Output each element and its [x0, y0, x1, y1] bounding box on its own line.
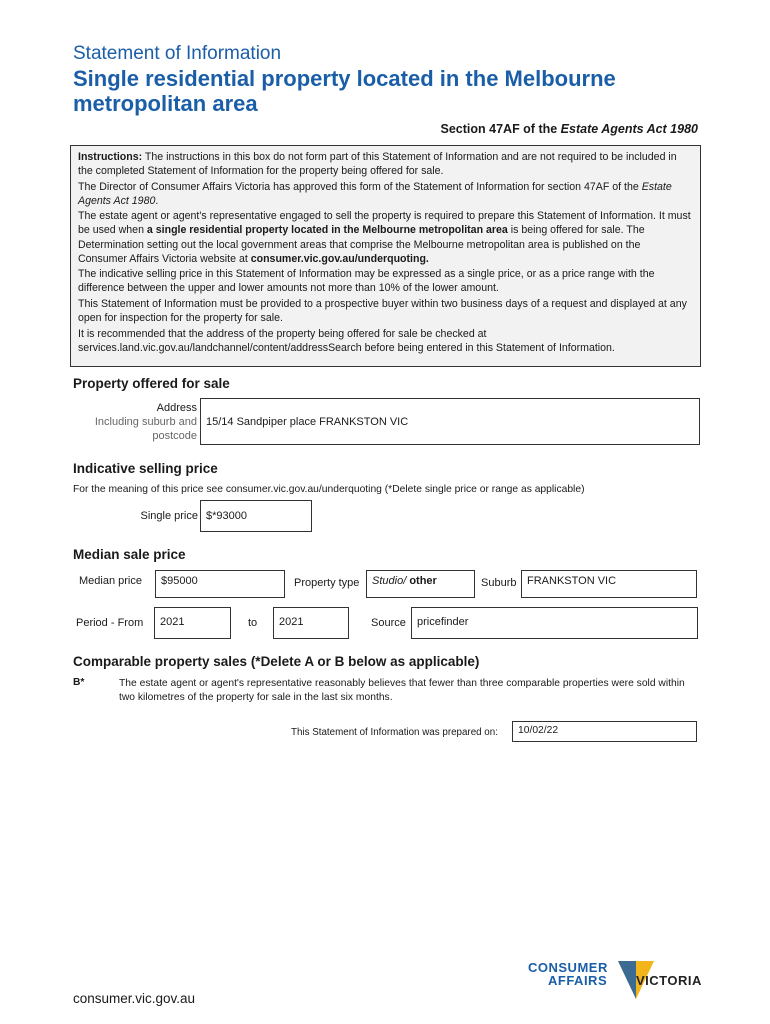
median-price-field[interactable]: $95000 — [155, 570, 285, 598]
logo-line-consumer: CONSUMER — [528, 960, 608, 975]
instructions-p2: The Director of Consumer Affairs Victoria has approved this form of the Statement of Information for section 47AF of the — [78, 180, 642, 193]
property-heading: Property offered for sale — [73, 376, 230, 391]
section-reference — [441, 122, 698, 136]
indicative-note: For the meaning of this price see consumer.vic.gov.au/underquoting (*Delete single price or range as applicable) — [73, 484, 585, 495]
to-label: to — [248, 617, 258, 629]
median-price-label: Median price — [73, 570, 156, 598]
option-b-label: B* — [73, 677, 85, 688]
address-label-group — [95, 401, 197, 443]
indicative-heading: Indicative selling price — [73, 461, 218, 476]
option-b-text: The estate agent or agent's representative reasonably believes that fewer than three comparable properties were sold within two kilometres of the property for sale in the last six months. — [119, 678, 685, 703]
address-label: Address — [156, 402, 197, 414]
comparable-heading: Comparable property sales (*Delete A or B below as applicable) — [73, 654, 480, 669]
underquoting-link[interactable]: consumer.vic.gov.au/underquoting. — [250, 252, 429, 265]
median-heading: Median sale price — [73, 547, 186, 562]
suburb-field[interactable]: FRANKSTON VIC — [521, 570, 697, 598]
single-price-label: Single price — [140, 510, 198, 522]
instructions-p5: This Statement of Information must be provided to a prospective buyer within two business days of a request and displayed at any open for inspection for the property for sale. — [78, 297, 687, 325]
address-field[interactable]: 15/14 Sandpiper place FRANKSTON VIC — [200, 398, 700, 445]
instructions-heading: Instructions: — [78, 151, 143, 163]
instructions-p6: It is recommended that the address of the property being offered for sale be checked at services.land.vic.gov.au/landchannel/content/addressSearch before being entered in this Statement of Information. — [78, 327, 615, 354]
property-type-other: other — [409, 575, 437, 587]
address-sublabel-1: Including suburb and — [94, 416, 197, 428]
source-field[interactable]: pricefinder — [411, 607, 698, 639]
logo-line-affairs: AFFAIRS — [548, 973, 608, 988]
single-price-field[interactable]: $*93000 — [200, 500, 312, 532]
period-from-label: Period - From — [76, 617, 144, 629]
suburb-label: Suburb — [481, 577, 517, 589]
address-sublabel-2: postcode — [152, 430, 197, 442]
period-from-field[interactable]: 2021 — [154, 607, 231, 639]
instructions-p3-mid: is being offered for sale. The Determination setting out the local government areas that comprise the Melbourne metropolitan area is published on the Consumer Affairs Victoria website at — [78, 224, 645, 265]
instructions-p2-act: Estate Agents Act 1980 — [78, 180, 672, 207]
instructions-box — [70, 145, 701, 367]
property-type-studio: Studio/ — [372, 575, 407, 587]
section-act: Estate Agents Act 1980 — [560, 122, 698, 136]
section-prefix: Section 47AF of the — [440, 122, 561, 136]
logo-line-victoria: VICTORIA — [636, 973, 702, 988]
instructions-p1: The instructions in this box do not form part of this Statement of Information and are not required to be included in the completed Statement of Information for the property being offered for sale. — [78, 151, 677, 178]
prepared-on-field[interactable]: 10/02/22 — [512, 721, 697, 742]
pre-title: Statement of Information — [73, 43, 282, 64]
instructions-p4: The indicative selling price in this Statement of Information may be expressed as a single price, or as a price range with the difference between the upper and lower amounts not more than 10% of the lower amount. — [78, 268, 655, 295]
property-type-field[interactable] — [366, 570, 475, 598]
source-label: Source — [371, 617, 406, 629]
instructions-p3-bold: a single residential property located in the Melbourne metropolitan area — [146, 224, 508, 237]
page-title: Single residential property located in the Melbourne metropolitan area — [73, 66, 616, 116]
footer-url[interactable]: consumer.vic.gov.au — [73, 991, 196, 1006]
property-type-label: Property type — [294, 577, 360, 589]
instructions-p2-end: . — [155, 194, 159, 207]
prepared-on-label: This Statement of Information was prepared on: — [291, 727, 498, 738]
consumer-affairs-victoria-logo — [528, 961, 703, 1005]
instructions-p3: The estate agent or agent's representative engaged to sell the property is required to prepare this Statement of Information. It must be used when — [78, 210, 691, 237]
period-to-field[interactable]: 2021 — [273, 607, 349, 639]
